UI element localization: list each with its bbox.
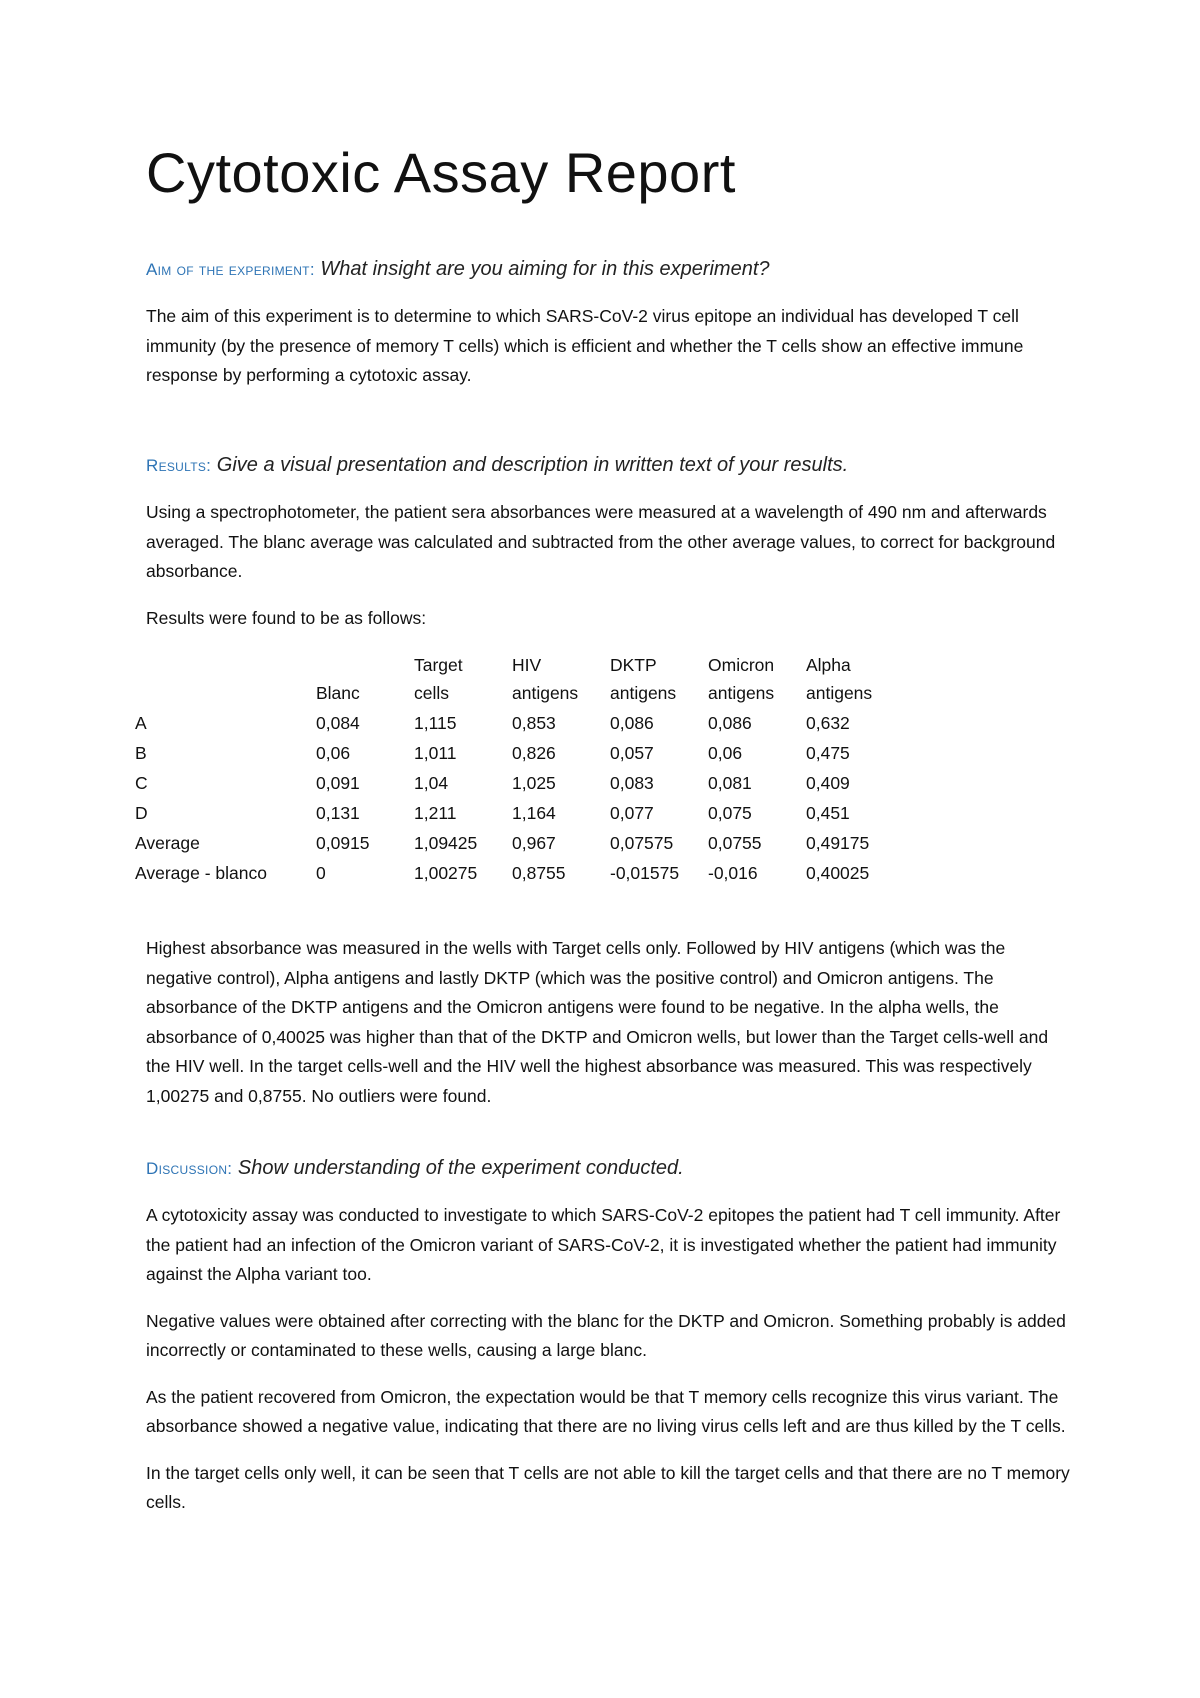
- table-cell: -0,01575: [610, 863, 680, 883]
- discussion-paragraph: A cytotoxicity assay was conducted to investigate to which SARS-CoV-2 epitopes the patient had T cell immunity. After the patient had an infection of the Omicron variant of SARS-CoV-2, it is investigated whether the patient had immunity against the Alpha variant too.: [146, 1205, 1061, 1284]
- discussion-prompt: Show understanding of the experiment conducted.: [237, 1157, 684, 1179]
- table-cell: 1,04: [414, 773, 449, 793]
- header-cell: DKTP: [610, 655, 657, 675]
- results-lead: Results were found to be as follows:: [146, 607, 427, 628]
- page-title: Cytotoxic Assay Report: [146, 141, 736, 204]
- results-description: Highest absorbance was measured in the wells with Target cells only. Followed by HIV antigens (which was the negative control), Alpha antigens and lastly DKTP (which was the positive control) and Omicron antigens. The absorbance of the DKTP antigens and the Omicron antigens were found to be negative. In the alpha wells, the absorbance of 0,40025 was higher than that of the DKTP and Omicron wells, but lower than the Target cells-well and the HIV well. In the target cells-well and the HIV well the highest absorbance was measured. This was respectively 1,00275 and 0,8755. No outliers were found.: [146, 938, 1049, 1106]
- results-intro: Using a spectrophotometer, the patient sera absorbances were measured at a wavelength of 490 nm and afterwards averaged. The blanc average was calculated and subtracted from the other average values, to correct for background absorbance.: [146, 502, 1056, 581]
- table-cell: 0,49175: [806, 833, 870, 853]
- table-row: [135, 704, 904, 734]
- table-body: [135, 704, 904, 884]
- results-table: [135, 648, 904, 884]
- row-label: B: [135, 743, 147, 763]
- table-header-row: [135, 676, 904, 704]
- header-cell: Target: [414, 655, 463, 675]
- aim-prompt: What insight are you aiming for in this experiment?: [320, 258, 770, 280]
- table-header-row: [135, 648, 904, 676]
- table-cell: 0,091: [316, 773, 360, 793]
- row-label: C: [135, 773, 148, 793]
- table-cell: 0,083: [610, 773, 654, 793]
- row-label: D: [135, 803, 148, 823]
- table-cell: 0,853: [512, 713, 556, 733]
- header-cell: cells: [414, 683, 450, 703]
- header-cell: [135, 676, 316, 704]
- aim-text: The aim of this experiment is to determine to which SARS-CoV-2 virus epitope an individual has developed T cell immunity (by the presence of memory T cells) which is efficient and whether the T cells show an effective immune response by performing a cytotoxic assay.: [146, 306, 1024, 385]
- table-cell: 0,8755: [512, 863, 566, 883]
- table-cell: 0,086: [708, 713, 752, 733]
- table-cell: 0,06: [316, 743, 351, 763]
- table-cell: 0,0755: [708, 833, 762, 853]
- row-label: A: [135, 713, 147, 733]
- results-heading: [146, 454, 1076, 477]
- aim-label: Aim of the experiment:: [146, 260, 315, 279]
- header-cell: antigens: [708, 683, 775, 703]
- table-cell: 1,025: [512, 773, 556, 793]
- table-cell: 0,409: [806, 773, 850, 793]
- header-cell: [135, 648, 316, 676]
- table-row: [135, 794, 904, 824]
- discussion-paragraph: Negative values were obtained after correcting with the blanc for the DKTP and Omicron. Something probably is added incorrectly or contaminated to these wells, causing a large blanc.: [146, 1310, 1066, 1360]
- header-cell: antigens: [610, 683, 677, 703]
- header-cell: HIV: [512, 655, 542, 675]
- table-cell: 1,115: [414, 713, 457, 733]
- header-cell: [316, 648, 414, 676]
- table-cell: 0,40025: [806, 863, 870, 883]
- table-cell: 0,475: [806, 743, 850, 763]
- table-cell: 0,081: [708, 773, 752, 793]
- header-cell: Blanc: [316, 683, 360, 703]
- table-cell: 0,077: [610, 803, 654, 823]
- discussion-paragraph: In the target cells only well, it can be seen that T cells are not able to kill the target cells and that there are no T memory cells.: [146, 1462, 1070, 1512]
- table-cell: 0,632: [806, 713, 850, 733]
- header-cell: antigens: [806, 683, 873, 703]
- table-cell: 0: [316, 863, 326, 883]
- table-cell: 0,057: [610, 743, 654, 763]
- table-cell: 0,451: [806, 803, 850, 823]
- row-label: Average: [135, 833, 200, 853]
- table-cell: 0,826: [512, 743, 556, 763]
- header-cell: Alpha: [806, 655, 851, 675]
- table-cell: 0,075: [708, 803, 752, 823]
- aim-heading: [146, 258, 1076, 281]
- table-cell: 0,0915: [316, 833, 370, 853]
- table-cell: 1,00275: [414, 863, 478, 883]
- table-cell: -0,016: [708, 863, 758, 883]
- row-label: Average - blanco: [135, 863, 267, 883]
- table-cell: 1,011: [414, 743, 457, 763]
- header-cell: antigens: [512, 683, 579, 703]
- discussion-paragraph: As the patient recovered from Omicron, the expectation would be that T memory cells recognize this virus variant. The absorbance showed a negative value, indicating that there are no living virus cells left and are thus killed by the T cells.: [146, 1386, 1066, 1436]
- results-label: Results:: [146, 456, 212, 475]
- table-cell: 0,131: [316, 803, 360, 823]
- table-cell: 0,086: [610, 713, 654, 733]
- table-row: [135, 854, 904, 884]
- table-cell: 0,084: [316, 713, 360, 733]
- discussion-label: Discussion:: [146, 1159, 233, 1178]
- table-cell: 1,211: [414, 803, 457, 823]
- table-cell: 1,09425: [414, 833, 478, 853]
- results-prompt: Give a visual presentation and description in written text of your results.: [216, 454, 849, 476]
- discussion-heading: [146, 1157, 1076, 1180]
- table-cell: 1,164: [512, 803, 556, 823]
- table-row: [135, 824, 904, 854]
- table-cell: 0,06: [708, 743, 743, 763]
- table-cell: 0,07575: [610, 833, 674, 853]
- table-row: [135, 764, 904, 794]
- header-cell: Omicron: [708, 655, 775, 675]
- table-row: [135, 734, 904, 764]
- table-cell: 0,967: [512, 833, 556, 853]
